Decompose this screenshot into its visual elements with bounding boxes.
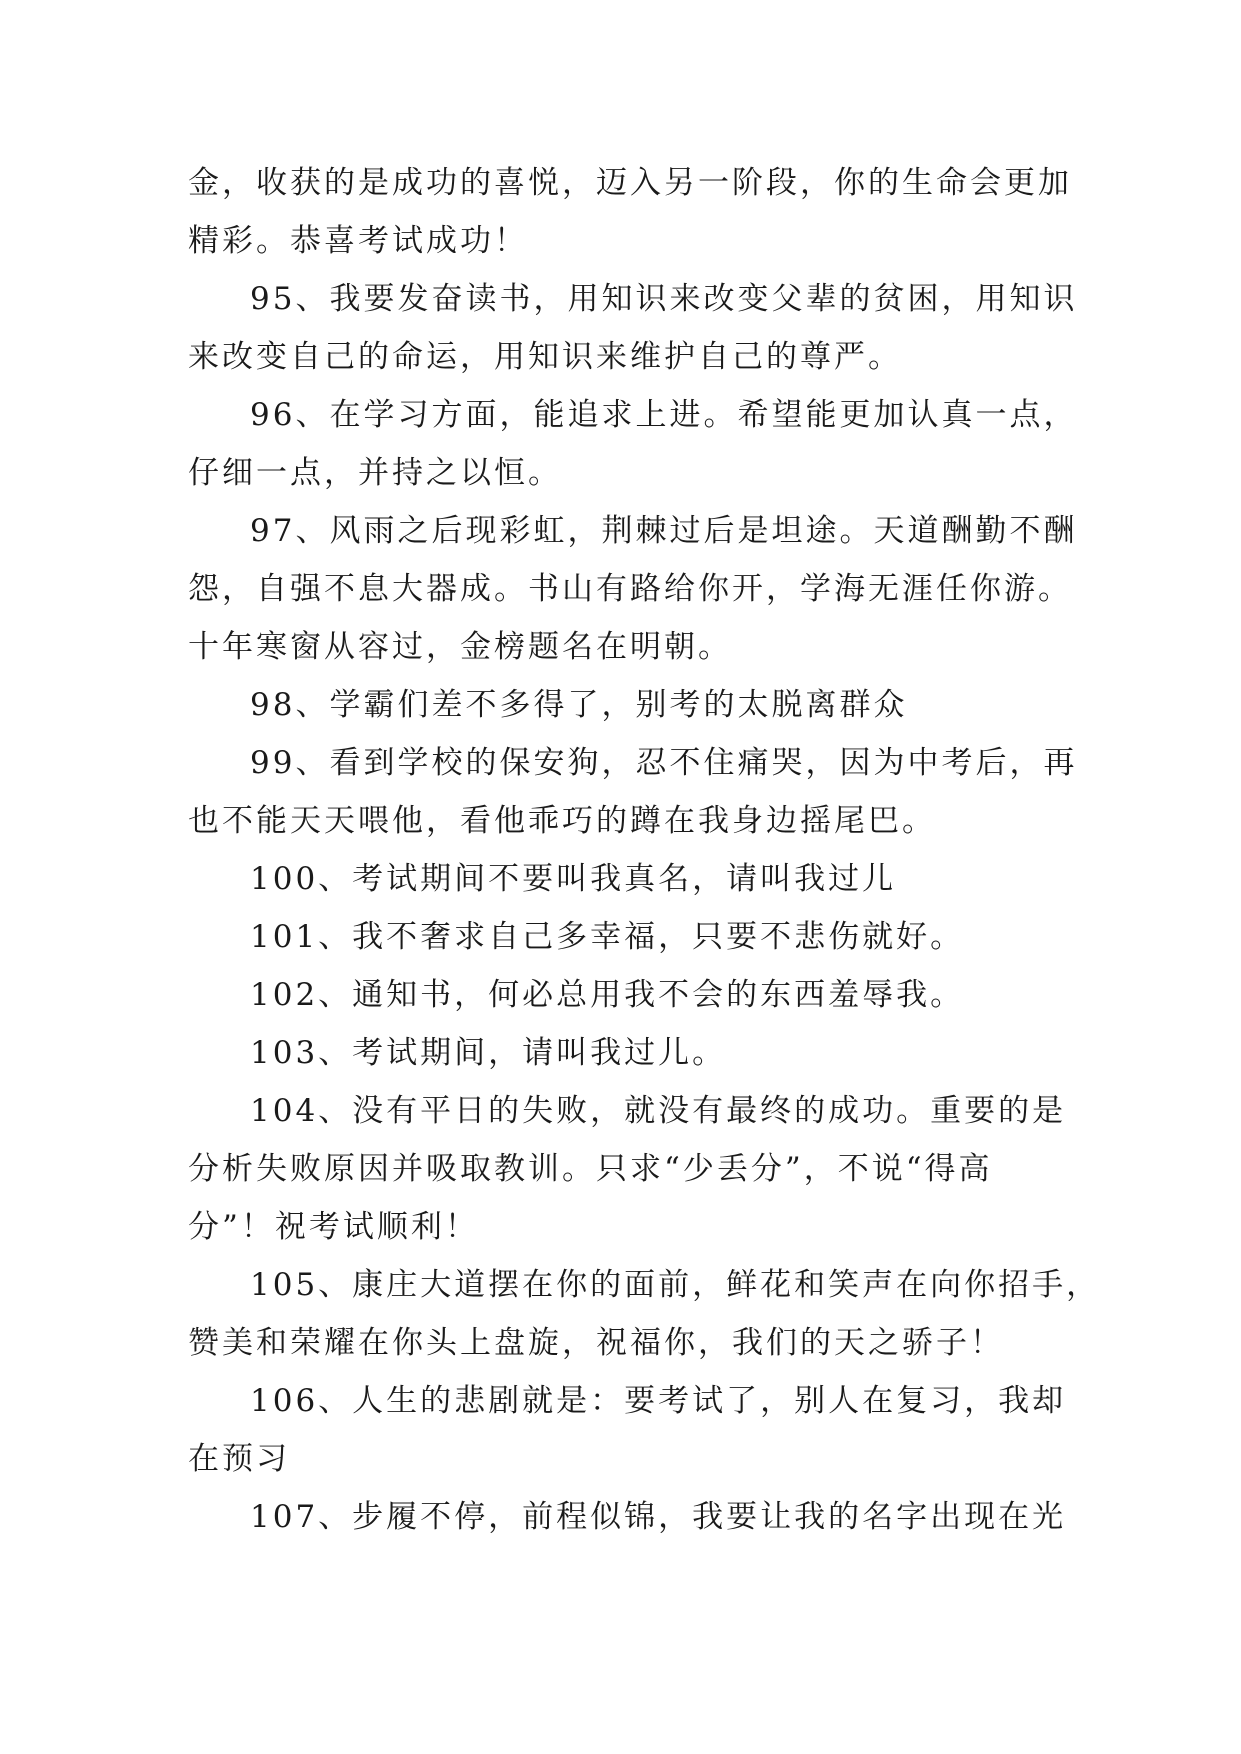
text-line: 仔细一点，并持之以恒。: [188, 455, 562, 491]
text-line: 分析失败原因并吸取教训。只求“少丢分”，不说“得高: [188, 1151, 993, 1187]
text-line: 105、康庄大道摆在你的面前，鲜花和笑声在向你招手，: [250, 1267, 1101, 1303]
text-line: 107、步履不停，前程似锦，我要让我的名字出现在光: [250, 1499, 1067, 1535]
text-line: 怨，自强不息大器成。书山有路给你开，学海无涯任你游。: [188, 571, 1072, 607]
text-line: 101、我不奢求自己多幸福，只要不悲伤就好。: [250, 919, 965, 955]
text-line: 赞美和荣耀在你头上盘旋，祝福你，我们的天之骄子！: [188, 1325, 1004, 1361]
text-line: 分”！祝考试顺利！: [188, 1209, 479, 1245]
text-line: 金，收获的是成功的喜悦，迈入另一阶段，你的生命会更加: [188, 165, 1072, 201]
text-line: 来改变自己的命运，用知识来维护自己的尊严。: [188, 339, 902, 375]
text-line: 十年寒窗从容过，金榜题名在明朝。: [188, 629, 732, 665]
text-line: 精彩。恭喜考试成功！: [188, 223, 528, 259]
text-line: 106、人生的悲剧就是：要考试了，别人在复习，我却: [250, 1383, 1067, 1419]
text-line: 也不能天天喂他，看他乖巧的蹲在我身边摇尾巴。: [188, 803, 936, 839]
text-line: 99、看到学校的保安狗，忍不住痛哭，因为中考后，再: [250, 745, 1078, 781]
text-line: 97、风雨之后现彩虹，荆棘过后是坦途。天道酬勤不酬: [250, 513, 1078, 549]
text-line: 在预习: [188, 1441, 290, 1477]
text-line: 103、考试期间，请叫我过儿。: [250, 1035, 727, 1071]
text-line: 98、学霸们差不多得了，别考的太脱离群众: [250, 687, 908, 723]
document-body: [188, 154, 1101, 1546]
text-line: 102、通知书，何必总用我不会的东西羞辱我。: [250, 977, 965, 1013]
text-line: 95、我要发奋读书，用知识来改变父辈的贫困，用知识: [250, 281, 1078, 317]
text-line: 96、在学习方面，能追求上进。希望能更加认真一点，: [250, 397, 1078, 433]
text-line: 104、没有平日的失败，就没有最终的成功。重要的是: [250, 1093, 1067, 1129]
text-line: 100、考试期间不要叫我真名，请叫我过儿: [250, 861, 897, 897]
